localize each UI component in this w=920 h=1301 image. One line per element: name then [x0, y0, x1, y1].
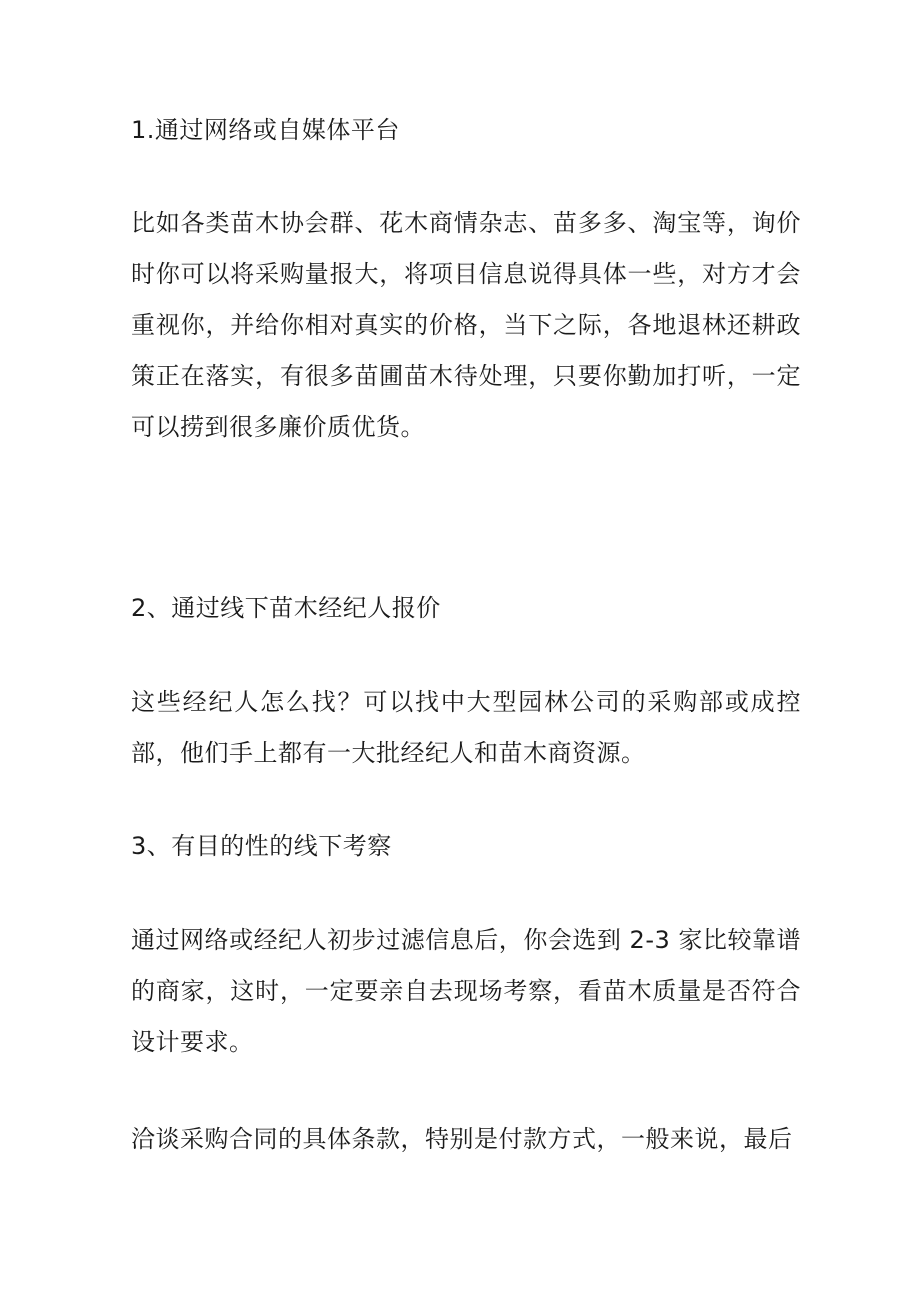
- section-paragraph-1: 比如各类苗木协会群、花木商情杂志、苗多多、淘宝等，询价时你可以将采购量报大，将项目信息说得具体一些，对方才会重视你，并给你相对真实的价格，当下之际，各地退林还耕政策正在落实，有很多苗圃苗木待处理，只要你勤加打听，一定可以捞到很多廉价质优货。: [131, 209, 801, 441]
- section-paragraph-2: 这些经纪人怎么找？可以找中大型园林公司的采购部或成控部，他们手上都有一大批经纪人和苗木商资源。: [131, 688, 801, 767]
- section-heading-1: 1.通过网络或自媒体平台: [131, 116, 400, 144]
- section-paragraph-3: 通过网络或经纪人初步过滤信息后，你会选到 2-3 家比较靠谱的商家，这时，一定要亲自去现场考察，看苗木质量是否符合设计要求。: [131, 926, 801, 1056]
- section-heading-3: 3、有目的性的线下考察: [131, 832, 392, 860]
- trailing-paragraph: 洽谈采购合同的具体条款，特别是付款方式，一般来说，最后: [131, 1125, 793, 1153]
- section-heading-2: 2、通过线下苗木经纪人报价: [131, 594, 441, 622]
